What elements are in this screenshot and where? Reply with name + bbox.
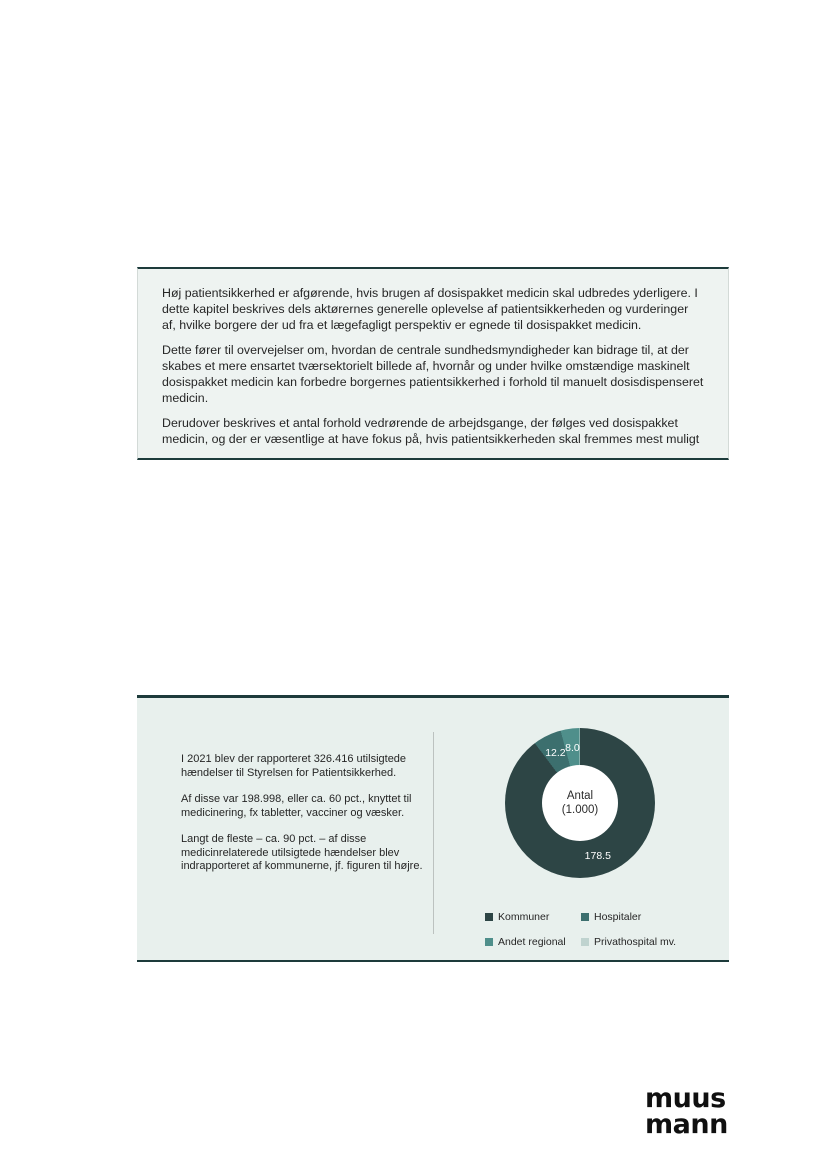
infobox-paragraph-3: Langt de fleste – ca. 90 pct. – af disse medicinrelaterede utilsigtede hændelser blev indrapporteret af kommunerne, jf. figuren til højre.	[181, 833, 423, 872]
legend-swatch	[485, 938, 493, 946]
donut-chart	[505, 728, 655, 878]
donut-segment-label: 8.0	[565, 741, 580, 754]
intro-callout-box	[137, 267, 729, 460]
legend-label: Privathospital mv.	[594, 936, 677, 948]
legend-label: Kommuner	[498, 911, 550, 923]
infobox-text-column	[181, 753, 431, 887]
legend-item	[485, 936, 581, 948]
logo-line-2: mann	[645, 1109, 728, 1140]
callout-paragraph-1: Høj patientsikkerhed er afgørende, hvis brugen af dosispakket medicin skal udbredes yderligere. I dette kapitel beskrives dels aktørernes generelle oplevelse af patientsikkerheden og vurderinger af, hvilke borgere der ud fra et lægefagligt perspektiv er egnede til dosispakket medicin.	[162, 286, 698, 332]
legend-item	[581, 911, 676, 923]
donut-segment-label: 178.5	[584, 850, 611, 863]
chart-legend	[485, 911, 676, 948]
legend-label: Hospitaler	[594, 911, 642, 923]
donut-segment-label: 12.2	[545, 746, 566, 759]
legend-swatch	[485, 913, 493, 921]
donut-center-line1: Antal	[566, 790, 594, 802]
donut-center-line2: (1.000)	[561, 804, 599, 816]
vertical-divider	[433, 732, 434, 934]
infobox-paragraph-1: I 2021 blev der rapporteret 326.416 utilsigtede hændelser til Styrelsen for Patientsikkerhed.	[181, 753, 407, 779]
callout-paragraph-3: Derudover beskrives et antal forhold vedrørende de arbejdsgange, der følges ved dosispakket medicin, og der er væsentlige at have fokus på, hvis patientsikkerheden skal fremmes mest muligt	[162, 416, 700, 446]
legend-item	[581, 936, 676, 948]
infobox-paragraph-2: Af disse var 198.998, eller ca. 60 pct., knyttet til medicinering, fx tabletter, vacciner og væsker.	[181, 793, 412, 819]
donut-center-label	[542, 765, 618, 841]
legend-swatch	[581, 938, 589, 946]
legend-label: Andet regional	[498, 936, 566, 948]
muusmann-logo	[645, 1083, 728, 1140]
legend-item	[485, 911, 581, 923]
logo-line-1: muus	[645, 1083, 726, 1114]
callout-paragraph-2: Dette fører til overvejelser om, hvordan de centrale sundhedsmyndigheder kan bidrage til, at der skabes et mere ensartet tværsektorielt billede af, hvornår og under hvilke omstændige maskinelt dosispakket medicin kan forbedre borgernes patientsikkerhed i forhold til manuelt dosisdispenseret medicin.	[162, 343, 704, 405]
legend-swatch	[581, 913, 589, 921]
statistics-infobox	[137, 695, 729, 962]
